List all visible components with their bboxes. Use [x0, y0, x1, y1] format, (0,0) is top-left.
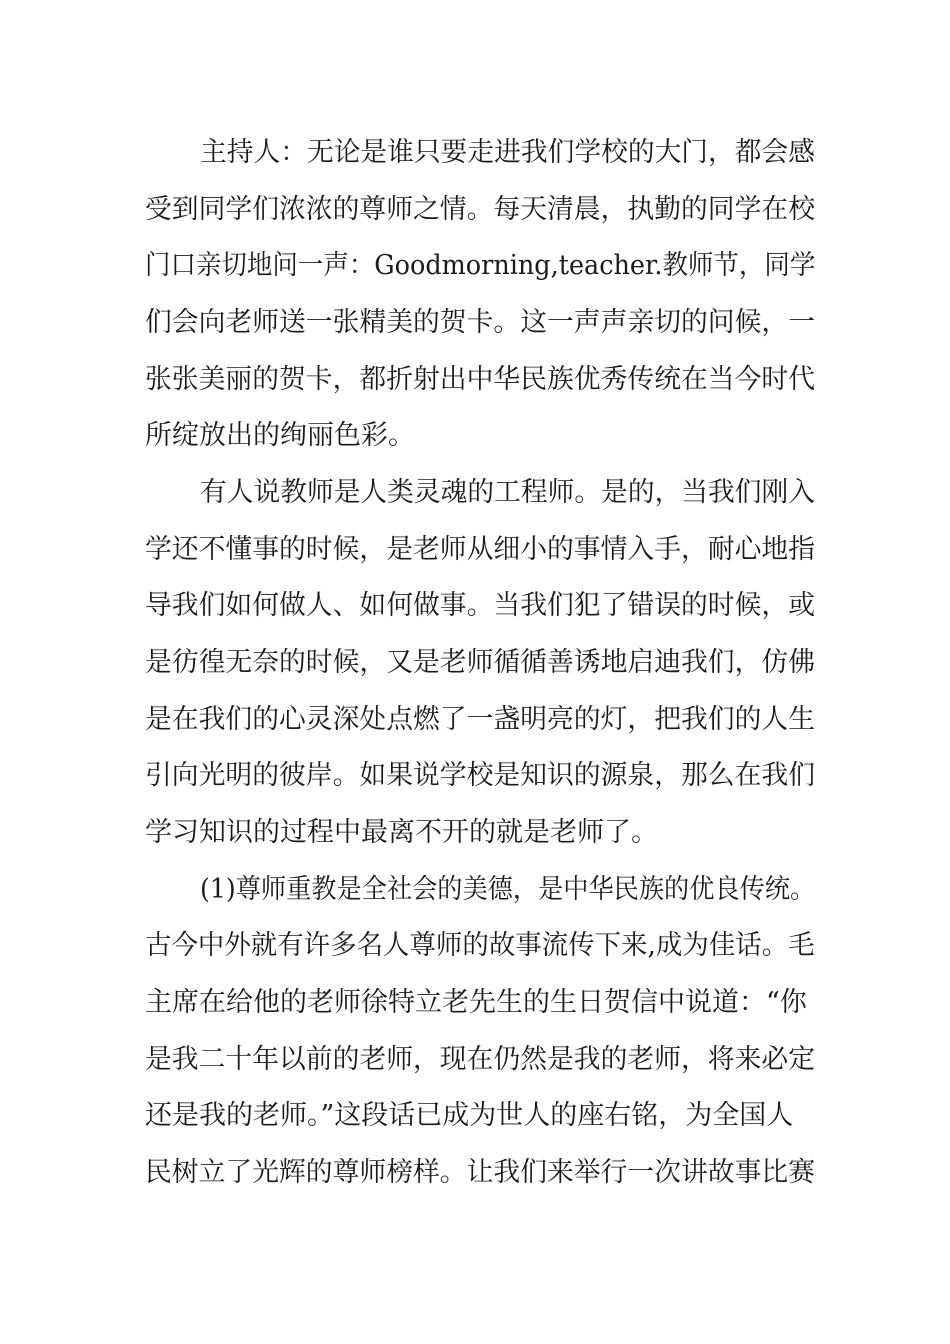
paragraph-2-line-2: 学还不懂事的时候，是老师从细小的事情入手，耐心地指	[145, 534, 815, 565]
paragraph-1-line-3: 门口亲切地问一声：Goodmorning,teacher.教师节，同学	[145, 250, 816, 281]
paragraph-2-line-7: 学习知识的过程中最离不开的就是老师了。	[145, 817, 658, 848]
paragraph-1-line-6: 所绽放出的绚丽色彩。	[145, 420, 415, 451]
paragraph-1-line-1: 主持人：无论是谁只要走进我们学校的大门，都会感	[200, 137, 815, 168]
paragraph-1-line-2: 受到同学们浓浓的尊师之情。每天清晨，执勤的同学在校	[145, 194, 815, 225]
paragraph-3-line-5: 还是我的老师。”这段话已成为世人的座右铭，为全国人	[145, 1100, 794, 1131]
paragraph-2-line-5: 是在我们的心灵深处点燃了一盏明亮的灯，把我们的人生	[145, 704, 815, 735]
paragraph-3-line-1: (1)尊师重教是全社会的美德，是中华民族的优良传统。	[200, 874, 816, 905]
paragraph-2-line-1: 有人说教师是人类灵魂的工程师。是的，当我们刚入	[200, 477, 815, 508]
paragraph-1-line-4: 们会向老师送一张精美的贺卡。这一声声亲切的问候，一	[145, 307, 815, 338]
paragraph-2-line-3: 导我们如何做人、如何做事。当我们犯了错误的时候，或	[145, 590, 815, 621]
paragraph-3-line-4: 是我二十年以前的老师，现在仍然是我的老师，将来必定	[145, 1044, 815, 1075]
paragraph-3-line-6: 民树立了光辉的尊师榜样。让我们来举行一次讲故事比赛	[145, 1157, 815, 1188]
paragraph-3-line-3: 主席在给他的老师徐特立老先生的生日贺信中说道：“你	[145, 987, 807, 1018]
paragraph-2-line-6: 引向光明的彼岸。如果说学校是知识的源泉，那么在我们	[145, 760, 815, 791]
paragraph-3-line-2: 古今中外就有许多名人尊师的故事流传下来,成为佳话。毛	[145, 930, 815, 961]
paragraph-2-line-4: 是彷徨无奈的时候，又是老师循循善诱地启迪我们，仿佛	[145, 647, 815, 678]
paragraph-1-line-5: 张张美丽的贺卡，都折射出中华民族优秀传统在当今时代	[145, 364, 815, 395]
